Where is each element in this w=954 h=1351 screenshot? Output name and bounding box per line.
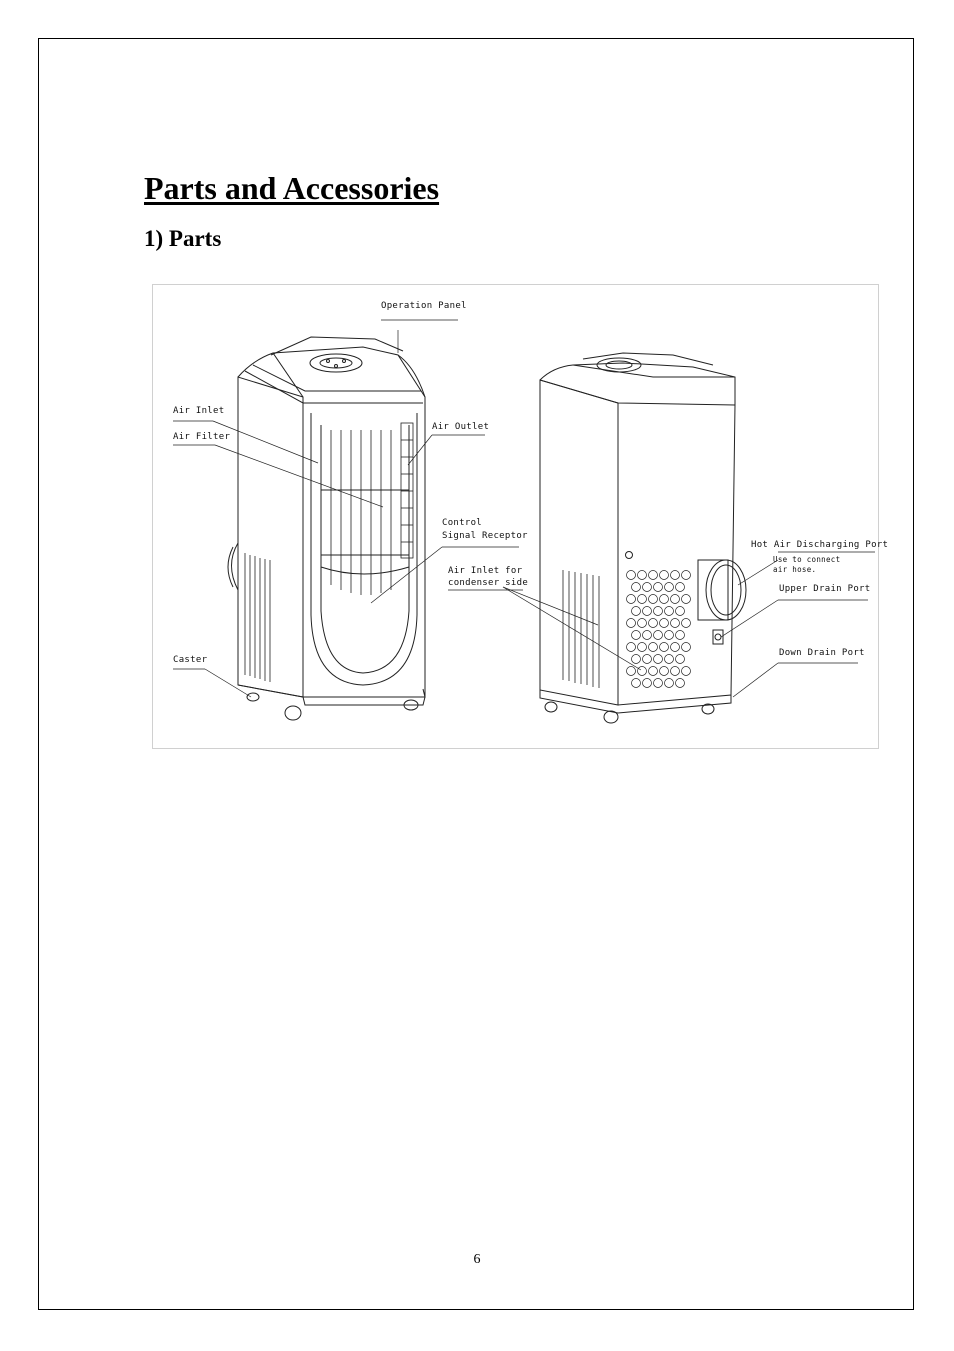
label-air-outlet: Air Outlet <box>432 422 490 432</box>
rear-unit-drawing <box>540 353 746 723</box>
label-condenser-line2: condenser side <box>448 578 529 588</box>
label-operation-panel: Operation Panel <box>381 301 467 311</box>
label-down-drain-port: Down Drain Port <box>779 648 865 658</box>
label-hot-air-note2: air hose. <box>773 565 817 574</box>
front-unit-drawing <box>228 337 425 720</box>
label-upper-drain-port: Upper Drain Port <box>779 584 871 594</box>
parts-diagram <box>152 284 889 749</box>
label-control-line1: Control <box>442 518 483 528</box>
label-caster: Caster <box>173 655 208 665</box>
section-heading: 1) Parts <box>144 226 222 251</box>
page-number: 6 <box>473 1252 481 1267</box>
label-hot-air-note1: Use to connect <box>773 555 841 564</box>
callout-lines <box>173 320 875 697</box>
page-title: Parts and Accessories <box>144 170 440 206</box>
label-condenser-line1: Air Inlet for <box>448 566 523 576</box>
label-control-line2: Signal Receptor <box>442 531 528 541</box>
label-hot-air-port: Hot Air Discharging Port <box>751 540 889 550</box>
label-air-filter: Air Filter <box>173 432 231 442</box>
label-air-inlet: Air Inlet <box>173 406 225 416</box>
parts-illustration <box>153 285 880 750</box>
